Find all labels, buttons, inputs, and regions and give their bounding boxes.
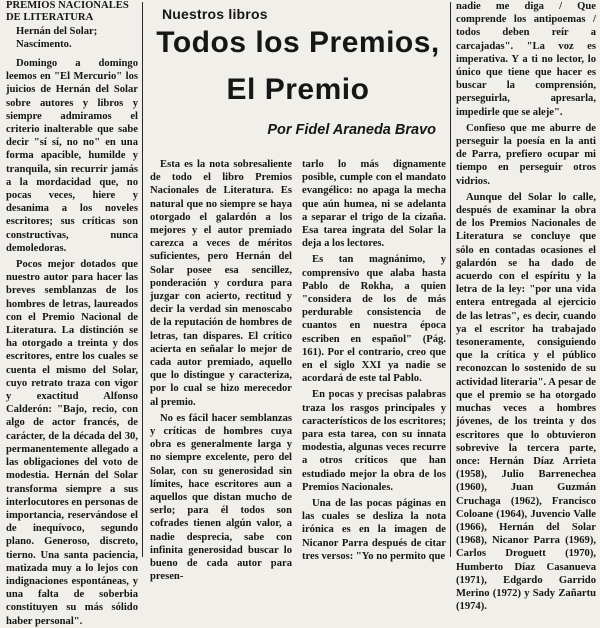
right-paragraph-1: nadie me diga / Que comprende los antipoemas / todos deben reír a carcajadas". "La voz es imperativa. Y a ti no lector, lo único que tiene que hacer es buscar la comprensión, perseguirla, apresarla, impedirle que se aleje". <box>456 1 596 118</box>
left-column-kicker-sub: Hernán del Solar; Nascimento. <box>16 26 98 50</box>
right-column <box>456 0 596 613</box>
article-column-1 <box>150 158 292 583</box>
article-header <box>150 0 446 155</box>
article-column-2 <box>302 158 446 562</box>
headline-line-2: El Premio <box>226 73 370 106</box>
article-paragraph: tarlo lo más dignamente posible, cumple con el mandato evangélico: no apaga la mecha que aún humea, ni se adelanta a separar el trigo de la cizaña. Esa tarea ingrata del Solar la deja a los lectores. <box>302 159 446 250</box>
article-paragraph: Una de las pocas páginas en las cuales se desliza la nota irónica es en la imagen de Nicanor Parra después de citar tres versos: "Yo no permito que <box>302 498 446 562</box>
section-label: Nuestros libros <box>162 6 268 22</box>
left-paragraph-1: Domingo a domingo leemos en "El Mercurio" los juicios de Hernán del Solar sobre autores y libros y siempre admiramos el criterio inalterable que sabe decir "sí sí, no no" en una forma apacible, humilde y tranquila, sin recurrir jamás a la mordacidad que, no pocas veces, hiere y desanima a los noveles escritores; sus críticas son constructivas, nunca demoledoras. <box>6 58 138 254</box>
article-paragraph: Esta es la nota sobresaliente de todo el libro Premios Nacionales de Literatura. Es natural que no siempre se haya otorgado el galardón a los mejores y el autor premiado carezca a veces de méritos suficientes, pero Hernán del Solar posee esa sencillez, ponderación y cordura para juzgar con acierto, rectitud y decir la verdad sin menoscabo de la reputación de hombres de letras, tan dispares. El crítico acierta en señalar lo mejor de cada autor premiado, aquello que lo distingue y caracteriza, por lo cual se hizo merecedor al premio. <box>150 159 292 408</box>
left-paragraph-2: Pocos mejor dotados que nuestro autor para hacer las breves semblanzas de los hombres de letras, laureados con el Premio Nacional de Literatura. La distinción se ha otorgado a treinta y dos escritores, entre los cuales se cuenta el mismo del Solar, cuyo retrato traza con vigor y exactitud Alfonso Calderón: "Bajo, recio, con algo de actor francés, de carácter, de la década del 30, permanentemente allegado a las obligaciones del voto de modestia. Hernán del Solar transforma siempre a sus interlocutores en personas de importancia, reservándose el de inequívoco, segundo plano. Generoso, discreto, tierno. Una santa paciencia, matizada muy a lo lejos con indignaciones espontáneas, y una falta de soberbia constituyen su más sólido haber personal". <box>6 259 138 627</box>
right-paragraph-2: Confieso que me aburre de perseguir la poesía en la anti de Parra, prefiero ocupar mi tiempo en perseguir otros vidrios. <box>456 122 596 187</box>
left-column-kicker: PREMIOS NACIONALES DE LITERATURA <box>6 0 129 23</box>
column-divider <box>450 2 451 557</box>
byline: Por Fidel Araneda Bravo <box>267 122 436 138</box>
article-paragraph: En pocas y precisas palabras traza los rasgos principales y característicos de los escritores; para esta tarea, con su innata modestia, algunas veces recurre a otros críticos que han estudiado mejor la obra de los Premios Nacionales. <box>302 389 446 493</box>
column-divider <box>142 2 143 557</box>
left-column <box>6 0 138 627</box>
right-paragraph-3: Aunque del Solar lo calle, después de examinar la obra de los Premios Nacionales de Literatura se concluye que sólo en contadas ocasiones el galardón se ha dado de acuerdo con el espíritu y la letra de la ley: "por una vida entera entregada al ejercicio de las letras", es decir, cuando ya el escritor ha trabajado tesoneramente, consiguiendo que la crítica y el público reconozcan lo sostenido de su actividad literaria". A pesar de que el premio se ha otorgado muchas veces a hombres jóvenes, de los treinta y dos escritores que lo obtuvieron sobrevive la tercera parte, once: Hernán Díaz Arrieta (1958), Julio Barrenechea (1960), Juan Guzmán Cruchaga (1962), Francisco Coloane (1964), Juvencio Valle (1966), Hernán del Solar (1968), Nicanor Parra (1969), Carlos Droguett (1970), Humberto Díaz Casanueva (1971), Edgardo Garrido Merino (1972) y Sady Zañartu (1974). <box>456 191 596 613</box>
headline-line-1: Todos los Premios, <box>156 26 440 59</box>
article-paragraph: Es tan magnánimo, y comprensivo que alaba hasta Pablo de Rokha, a quien "considera de los de más perdurable consistencia de cuantos en nuestra época escriben en español" (Pág. 161). Por el contrario, creo que en el siglo XXI ya nadie se acordará de este tal Pablo. <box>302 254 446 385</box>
article-paragraph: No es fácil hacer semblanzas y críticas de hombres cuya obra es generalmente larga y no siempre excelente, pero del Solar, con su generosidad sin límites, hace escritores aun a aquellos que distan mucho de serlo; para él todos son cofrades tienen algún valor, a nadie desprecia, sabe con infinita generosidad buscar lo bueno de cada autor para presen- <box>150 412 292 583</box>
